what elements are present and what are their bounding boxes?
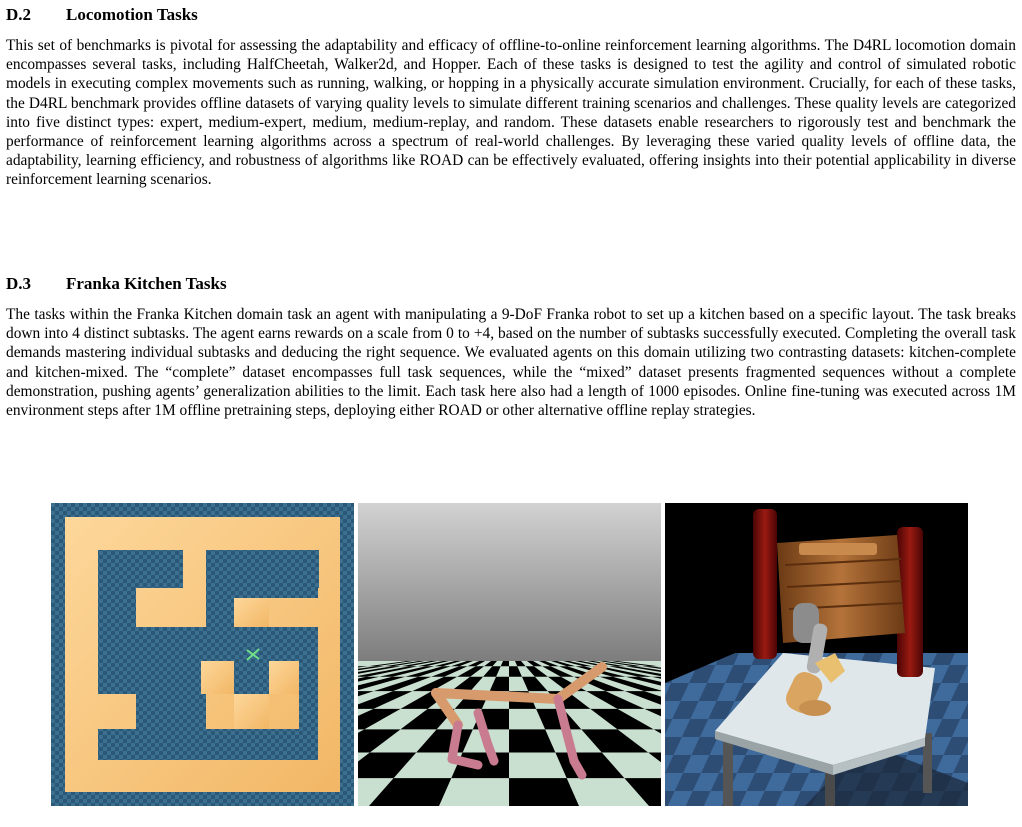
- environment-figure: [51, 503, 971, 806]
- section-body-d2: This set of benchmarks is pivotal for assessing the adaptability and efficacy of offline-to-online reinforcement learning algorithms. The D4RL locomotion domain encompasses several tasks, including HalfCheetah, Walker2d, and Hopper. Each of these tasks is designed to test the agility and control of simulated robotic models in executing complex movements such as running, walking, or hopping in a physically accurate simulation environment. Crucially, for each of these tasks, the D4RL benchmark provides offline datasets of varying quality levels to simulate different training scenarios and challenges. These quality levels are categorized into five distinct types: expert, medium-expert, medium, medium-replay, and random. These datasets enable researchers to rigorously test and benchmark the performance of reinforcement learning algorithms across a spectrum of real-world challenges. By leveraging these varied quality levels of offline data, the adaptability, learning efficiency, and robustness of algorithms like ROAD can be effectively evaluated, offering insights into their potential applicability in diverse reinforcement learning scenarios.: [6, 37, 1016, 189]
- antmaze-render: [51, 503, 354, 806]
- section-number: D.2: [6, 5, 32, 24]
- kitchen-image: [665, 503, 968, 806]
- section-heading-d2: [6, 5, 198, 25]
- kitchen-render: [665, 503, 968, 806]
- section-body-d3: The tasks within the Franka Kitchen domain task an agent with manipulating a 9-DoF Franka robot to set up a kitchen based on a specific layout. The task breaks down into 4 distinct subtasks. The agent earns rewards on a scale from 0 to +4, based on the number of subtasks successfully executed. Completing the overall task demands mastering individual subtasks and deducing the right sequence. We evaluated agents on this domain utilizing two contrasting datasets: kitchen-complete and kitchen-mixed. The “complete” dataset encompasses full task sequences, while the “mixed” dataset presents fragmented sequences without a complete demonstration, pushing agents’ generalization abilities to the limit. Each task here also had a length of 1000 episodes. Online fine-tuning was executed across 1M environment steps after 1M offline pretraining steps, deploying either ROAD or other alternative offline replay strategies.: [6, 306, 1016, 420]
- section-title: Locomotion Tasks: [66, 5, 198, 24]
- walker-image: [358, 503, 661, 806]
- antmaze-image: [51, 503, 354, 806]
- figure-caption-cutoff: [6, 815, 1016, 827]
- floor-tile: [509, 778, 579, 806]
- walker-render: [358, 503, 661, 806]
- section-heading-d3: [6, 274, 227, 294]
- section-title: Franka Kitchen Tasks: [66, 274, 227, 293]
- section-number: D.3: [6, 274, 32, 293]
